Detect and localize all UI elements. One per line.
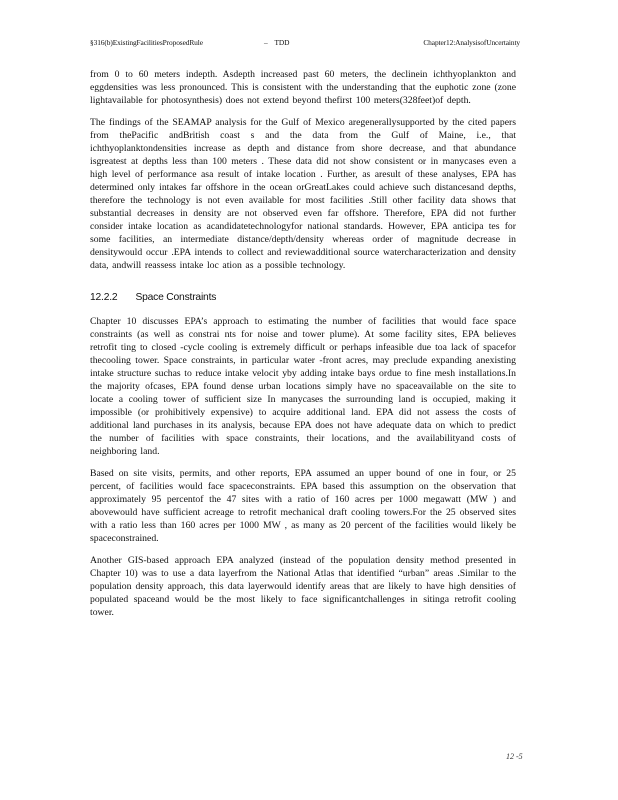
paragraph-space-constraints-intro: Chapter 10 discusses EPA’s approach to estimating the number of facilities that would face space constraints (as well as constrai nts for noise and tower plume). At some facility sites, EPA believes retrofit ting to closed -cycle cooling is extremely difficult or perhaps infeasible due toa lack of spacefor thecooling tower. Space constraints, in particular water -front acres, may preclude expanding anexisting intake structure suchas to reduce intake velocit yby adding intake bays ordue to fine mesh installations.In the majority ofcases, EPA found dense urban locations simply have no spaceavailable on the site to locate a cooling tower of sufficient size In manycases the surrounding land is occupied, making it impossible (or prohibitively expensive) to acquire additional land. EPA did not assess the costs of additional land purchases in its analysis, because EPA does not have adequate data on which to predict the number of facilities with space constraints, their locations, and the availabilityand costs of neighboring land. (90, 316, 516, 457)
section-number: 12.2.2 (90, 292, 118, 303)
page-header (90, 38, 530, 50)
header-doc-type (264, 38, 290, 47)
paragraph-gis-approach: Another GIS-based approach EPA analyzed (instead of the population density method presented in Chapter 10) was to use a data layerfrom the National Atlas that identified “urban” areas .Similar to the population density approach, this data layerwould identify areas that are likely to have high densities of populated spaceand would be the most likely to face significantchallenges in sitinga retrofit cooling tower. (90, 555, 516, 618)
section-heading (90, 292, 516, 303)
header-tdd: TDD (274, 38, 290, 47)
section-title: Space Constraints (135, 292, 217, 303)
header-chapter-title: Chapter12:AnalysisofUncertainty (423, 38, 520, 47)
paragraph-seamap-findings: The findings of the SEAMAP analysis for the Gulf of Mexico aregenerallysupported by the cited papers from thePacific andBritish coast s and the data from the Gulf of Maine, i.e., that ichthyoplanktondensities increase as depth and distance from shore decrease, and that abundance isgreatest at depths less than 100 meters . These data did not show consistent or in manycases even a high level of performance asa result of intake location . Further, as aresult of these analyses, EPA has determined only intakes far offshore in the ocean orGreatLakes could achieve such distancesand depths, therefore the technology is not even available for most facilities .Still other facility data shows that substantial decreases in density are not observed even far offshore. Therefore, EPA did not further consider intake location as acandidatetechnologyfor national standards. However, EPA anticipa tes for some facilities, an intermediate distance/depth/density whereas order of magnitude decrease in densitywould occur .EPA intends to collect and reviewadditional source watercharacterization and density data, andwill reassess intake loc ation as a possible technology. (90, 117, 516, 271)
header-dash: – (264, 38, 268, 47)
paragraph-depth-continuation: from 0 to 60 meters indepth. Asdepth increased past 60 meters, the declinein ichthyoplankton and eggdensities was less pronounced. This is consistent with the understanding that the euphotic zone (zone lightavailable for photosynthesis) does not extend beyond thefirst 100 meters(328feet)of depth. (90, 69, 516, 106)
page-body (90, 68, 516, 628)
header-rule-title: §316(b)ExistingFacilitiesProposedRule (90, 38, 203, 47)
page-number: 12 -5 (506, 752, 523, 761)
paragraph-site-visits: Based on site visits, permits, and other reports, EPA assumed an upper bound of one in four, or 25 percent, of facilities would face spaceconstraints. EPA based this assumption on the observation that approximately 95 percentof the 47 sites with a ratio of 160 acres per 1000 megawatt (MW ) and abovewould have sufficient acreage to retrofit mechanical draft cooling towers.For the 25 observed sites with a ratio less than 160 acres per 1000 MW , as many as 20 percent of the facilities would likely be spaceconstrained. (90, 468, 516, 544)
